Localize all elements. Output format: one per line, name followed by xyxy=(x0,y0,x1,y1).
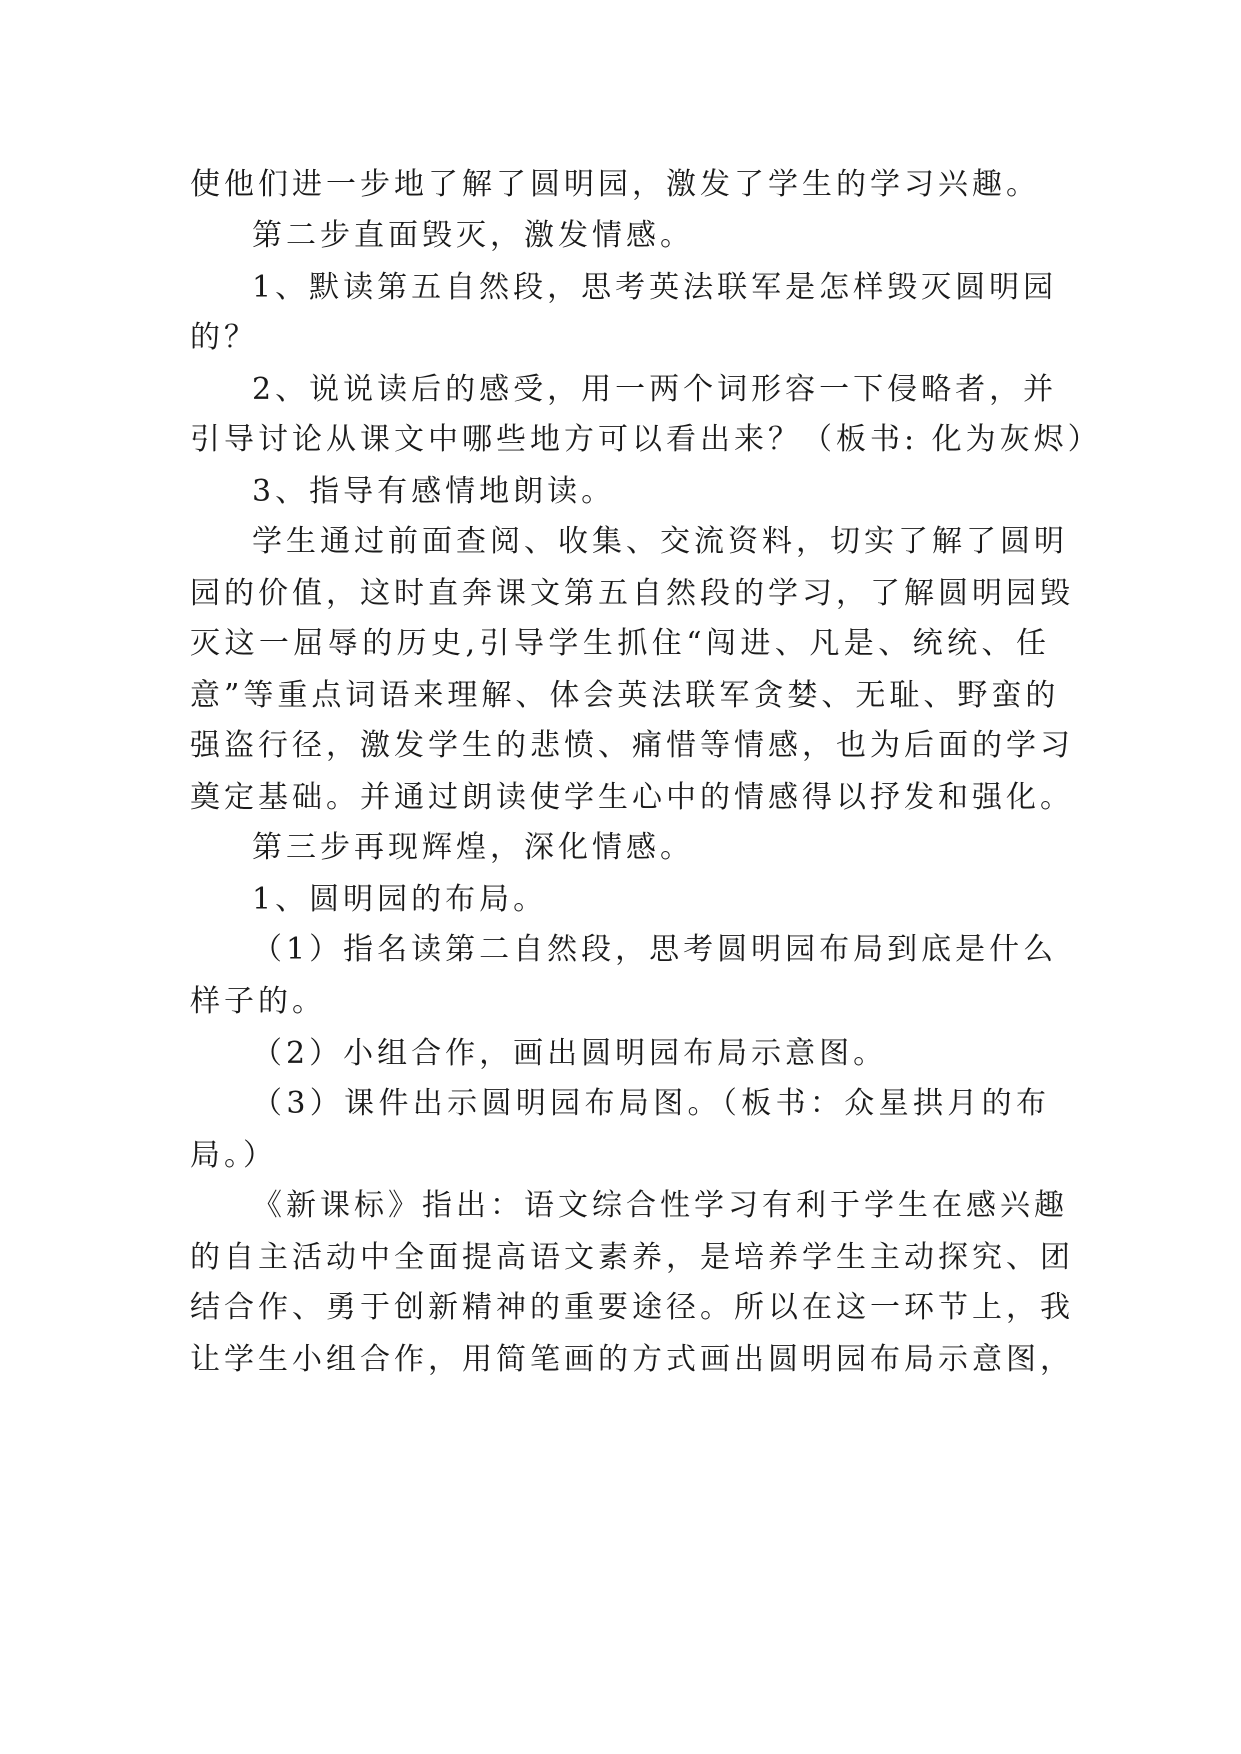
text-line: 引导讨论从课文中哪些地方可以看出来？（板书: 化为灰烬） xyxy=(190,422,1102,457)
list-item: （1）指名读第二自然段，思考圆明园布局到底是什么 xyxy=(252,932,1058,967)
text-line: 意”等重点词语来理解、体会英法联军贪婪、无耻、野蛮的 xyxy=(190,678,1060,713)
text-line: 使他们进一步地了解了圆明园，激发了学生的学习兴趣。 xyxy=(190,167,1040,202)
text-line: 结合作、勇于创新精神的重要途径。所以在这一环节上，我 xyxy=(190,1290,1074,1325)
text-line: 样子的。 xyxy=(190,984,326,1019)
text-line: 的自主活动中全面提高语文素养，是培养学生主动探究、团 xyxy=(190,1240,1074,1275)
text-line: 园的价值，这时直奔课文第五自然段的学习，了解圆明园毁 xyxy=(190,576,1074,611)
list-item: 2、说说读后的感受，用一两个词形容一下侵略者，并 xyxy=(252,372,1058,407)
text-line: 让学生小组合作，用简笔画的方式画出圆明园布局示意图， xyxy=(190,1342,1074,1377)
paragraph-line: 《新课标》指出：语文综合性学习有利于学生在感兴趣 xyxy=(252,1188,1068,1223)
paragraph-line: 学生通过前面查阅、收集、交流资料，切实了解了圆明 xyxy=(252,524,1068,559)
text-line: 灭这一屈辱的历史,引导学生抓住“闯进、凡是、统统、任 xyxy=(190,626,1050,661)
text-line: 奠定基础。并通过朗读使学生心中的情感得以抒发和强化。 xyxy=(190,780,1074,815)
list-item: （3）课件出示圆明园布局图。（板书：众星拱月的布 xyxy=(252,1086,1050,1121)
list-item: （2）小组合作，画出圆明园布局示意图。 xyxy=(252,1036,888,1071)
text-line: 强盗行径，激发学生的悲愤、痛惜等情感，也为后面的学习 xyxy=(190,728,1074,763)
list-item: 1、圆明园的布局。 xyxy=(252,882,548,917)
section-heading: 第三步再现辉煌，深化情感。 xyxy=(252,830,694,865)
list-item: 3、指导有感情地朗读。 xyxy=(252,474,616,509)
section-heading: 第二步直面毁灭，激发情感。 xyxy=(252,218,694,253)
text-line: 的？ xyxy=(190,320,258,355)
list-item: 1、默读第五自然段，思考英法联军是怎样毁灭圆明园 xyxy=(252,270,1058,305)
text-line: 局。） xyxy=(190,1138,277,1173)
